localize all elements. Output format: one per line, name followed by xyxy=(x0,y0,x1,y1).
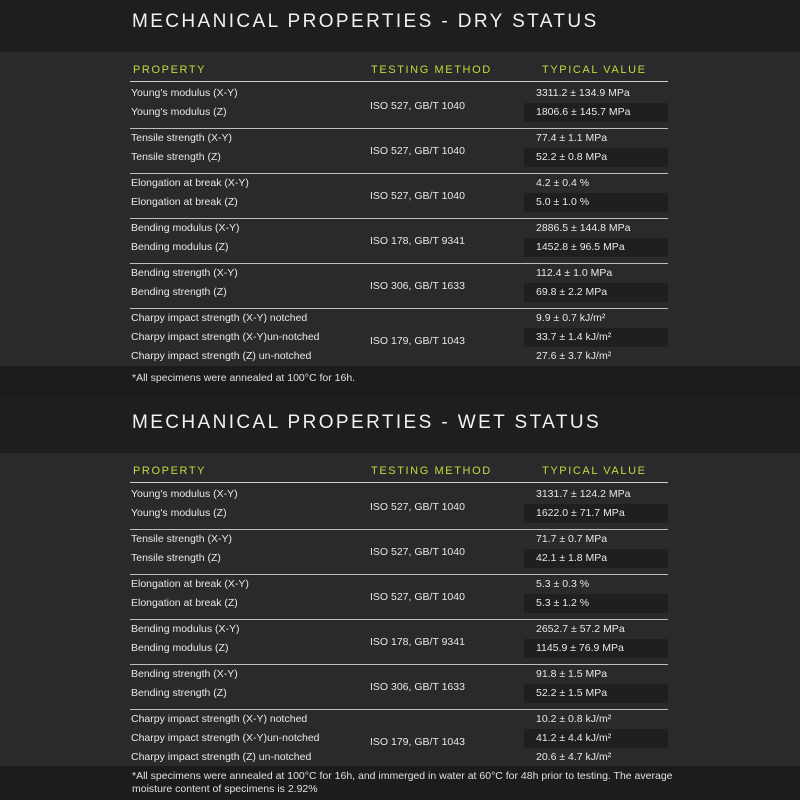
dry-note-band xyxy=(0,366,800,397)
property-name: Bending modulus (X-Y) xyxy=(131,623,240,635)
property-group xyxy=(130,84,668,129)
wet-note-band xyxy=(0,766,800,800)
typical-value: 77.4 ± 1.1 MPa xyxy=(536,132,608,144)
wet-footnote: *All specimens were annealed at 100°C for 16h, and immerged in water at 60°C for 48h prior to testing. The average moisture content of specimens is 2.92% xyxy=(132,770,673,795)
property-name: Young's modulus (X-Y) xyxy=(131,488,238,500)
property-group xyxy=(130,174,668,219)
wet-title-band xyxy=(0,397,800,453)
typical-value: 42.1 ± 1.8 MPa xyxy=(524,549,668,568)
dry-footnote: *All specimens were annealed at 100°C for 16h. xyxy=(132,372,356,384)
wet-groups xyxy=(130,485,668,774)
property-name: Elongation at break (Z) xyxy=(131,196,238,208)
property-group xyxy=(130,665,668,710)
property-name: Tensile strength (X-Y) xyxy=(131,533,232,545)
property-name: Charpy impact strength (X-Y) notched xyxy=(131,312,308,324)
typical-value: 27.6 ± 3.7 kJ/m² xyxy=(536,350,612,362)
dry-header-property: PROPERTY xyxy=(133,64,207,76)
typical-value: 2652.7 ± 57.2 MPa xyxy=(536,623,625,635)
typical-value: 2886.5 ± 144.8 MPa xyxy=(536,222,631,234)
wet-properties-table xyxy=(0,453,800,766)
property-name: Bending strength (X-Y) xyxy=(131,668,238,680)
dry-header-method: TESTING METHOD xyxy=(371,64,492,76)
typical-value: 1452.8 ± 96.5 MPa xyxy=(524,238,668,257)
group-spacer xyxy=(130,658,668,664)
group-spacer xyxy=(130,613,668,619)
property-name: Tensile strength (Z) xyxy=(131,151,221,163)
group-spacer xyxy=(130,167,668,173)
typical-value: 1806.6 ± 145.7 MPa xyxy=(524,103,668,122)
typical-value: 4.2 ± 0.4 % xyxy=(536,177,590,189)
typical-value: 1145.9 ± 76.9 MPa xyxy=(524,639,668,658)
property-name: Elongation at break (X-Y) xyxy=(131,578,249,590)
typical-value: 5.3 ± 0.3 % xyxy=(536,578,590,590)
testing-method: ISO 179, GB/T 1043 xyxy=(370,334,465,347)
property-name: Bending modulus (Z) xyxy=(131,241,229,253)
group-spacer xyxy=(130,257,668,263)
testing-method: ISO 527, GB/T 1040 xyxy=(370,591,465,603)
property-group xyxy=(130,710,668,774)
property-group xyxy=(130,264,668,309)
typical-value: 3131.7 ± 124.2 MPa xyxy=(536,488,631,500)
group-spacer xyxy=(130,703,668,709)
typical-value: 112.4 ± 1.0 MPa xyxy=(536,267,613,279)
property-name: Charpy impact strength (X-Y)un-notched xyxy=(131,331,320,343)
wet-header-divider xyxy=(130,482,668,483)
property-group xyxy=(130,129,668,174)
testing-method: ISO 178, GB/T 9341 xyxy=(370,235,465,247)
typical-value: 1622.0 ± 71.7 MPa xyxy=(524,504,668,523)
table-row xyxy=(130,710,668,729)
typical-value: 71.7 ± 0.7 MPa xyxy=(536,533,608,545)
typical-value: 3311.2 ± 134.9 MPa xyxy=(536,87,630,99)
typical-value: 69.8 ± 2.2 MPa xyxy=(524,283,668,302)
testing-method: ISO 527, GB/T 1040 xyxy=(370,501,465,513)
property-name: Tensile strength (Z) xyxy=(131,552,221,564)
property-name: Charpy impact strength (X-Y)un-notched xyxy=(131,732,320,744)
property-name: Tensile strength (X-Y) xyxy=(131,132,232,144)
wet-header-property: PROPERTY xyxy=(133,465,207,477)
property-group xyxy=(130,309,668,373)
testing-method: ISO 179, GB/T 1043 xyxy=(370,735,465,748)
table-row xyxy=(130,309,668,328)
property-name: Charpy impact strength (X-Y) notched xyxy=(131,713,308,725)
testing-method: ISO 527, GB/T 1040 xyxy=(370,145,465,157)
testing-method: ISO 527, GB/T 1040 xyxy=(370,190,465,202)
typical-value: 5.0 ± 1.0 % xyxy=(524,193,668,212)
dry-groups xyxy=(130,84,668,373)
property-group xyxy=(130,485,668,530)
group-spacer xyxy=(130,122,668,128)
typical-value: 9.9 ± 0.7 kJ/m² xyxy=(536,312,606,324)
typical-value: 91.8 ± 1.5 MPa xyxy=(536,668,608,680)
property-name: Bending strength (X-Y) xyxy=(131,267,238,279)
typical-value: 10.2 ± 0.8 kJ/m² xyxy=(536,713,612,725)
dry-header-value: TYPICAL VALUE xyxy=(542,64,647,76)
property-name: Charpy impact strength (Z) un-notched xyxy=(131,751,312,763)
wet-section-title: MECHANICAL PROPERTIES - WET STATUS xyxy=(132,412,602,433)
wet-header-value: TYPICAL VALUE xyxy=(542,465,647,477)
dry-header-divider xyxy=(130,81,668,82)
typical-value: 52.2 ± 1.5 MPa xyxy=(524,684,668,703)
property-name: Charpy impact strength (Z) un-notched xyxy=(131,350,312,362)
property-name: Bending strength (Z) xyxy=(131,286,227,298)
property-name: Young's modulus (Z) xyxy=(131,507,227,519)
property-name: Bending strength (Z) xyxy=(131,687,227,699)
testing-method: ISO 306, GB/T 1633 xyxy=(370,280,465,292)
property-group xyxy=(130,575,668,620)
testing-method: ISO 306, GB/T 1633 xyxy=(370,681,465,693)
property-name: Bending modulus (X-Y) xyxy=(131,222,240,234)
property-name: Elongation at break (X-Y) xyxy=(131,177,249,189)
table-row xyxy=(130,748,668,767)
testing-method: ISO 527, GB/T 1040 xyxy=(370,546,465,558)
table-row xyxy=(130,347,668,366)
group-spacer xyxy=(130,212,668,218)
dry-section-title: MECHANICAL PROPERTIES - DRY STATUS xyxy=(132,11,599,32)
testing-method: ISO 178, GB/T 9341 xyxy=(370,636,465,648)
typical-value: 41.2 ± 4.4 kJ/m² xyxy=(524,729,668,748)
property-name: Young's modulus (X-Y) xyxy=(131,87,238,99)
property-group xyxy=(130,530,668,575)
group-spacer xyxy=(130,568,668,574)
dry-title-band xyxy=(0,0,800,52)
dry-properties-table xyxy=(0,52,800,366)
property-name: Bending modulus (Z) xyxy=(131,642,229,654)
group-spacer xyxy=(130,523,668,529)
group-spacer xyxy=(130,302,668,308)
property-group xyxy=(130,620,668,665)
typical-value: 5.3 ± 1.2 % xyxy=(524,594,668,613)
property-name: Elongation at break (Z) xyxy=(131,597,238,609)
testing-method: ISO 527, GB/T 1040 xyxy=(370,100,465,112)
typical-value: 20.6 ± 4.7 kJ/m² xyxy=(536,751,612,763)
property-group xyxy=(130,219,668,264)
wet-header-method: TESTING METHOD xyxy=(371,465,492,477)
typical-value: 33.7 ± 1.4 kJ/m² xyxy=(524,328,668,347)
property-name: Young's modulus (Z) xyxy=(131,106,227,118)
typical-value: 52.2 ± 0.8 MPa xyxy=(524,148,668,167)
